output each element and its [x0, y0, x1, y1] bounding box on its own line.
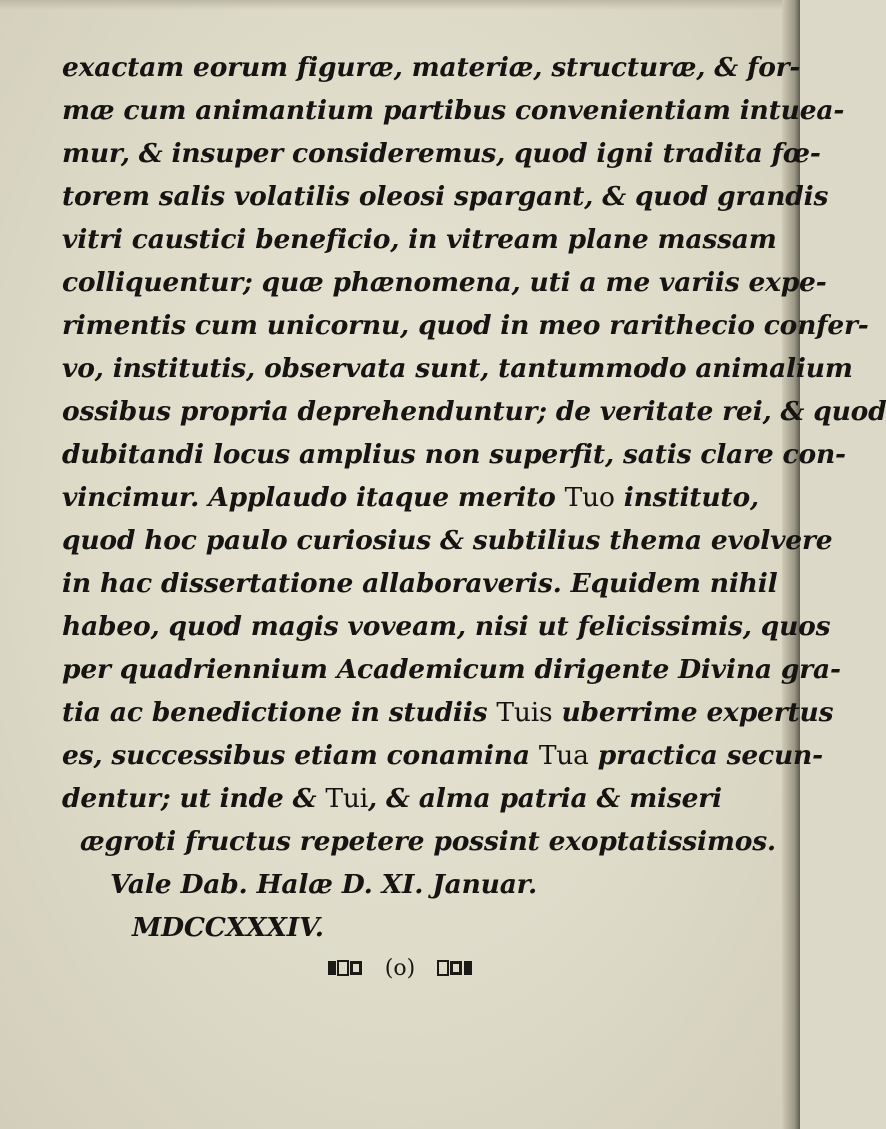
text-line-14: habeo, quod magis voveam, nisi ut felicissimis, quos	[62, 611, 831, 642]
text-span: es, successibus etiam conamina	[62, 740, 539, 771]
text-line-4: torem salis volatilis oleosi spargant, & quod grandis	[62, 181, 829, 212]
text-line-11	[62, 482, 759, 513]
text-line-18	[62, 783, 722, 814]
text-span: vincimur. Applaudo itaque merito	[62, 482, 565, 513]
text-line-20: Vale Dab. Halæ D. XI. Januar.	[110, 869, 538, 900]
text-line-2: mæ cum animantium partibus convenientiam intuea-	[62, 95, 845, 126]
text-line-9: ossibus propria deprehenduntur; de veritate rei, & quod	[62, 396, 886, 427]
text-span: , & alma patria & miseri	[368, 783, 722, 814]
text-span: tia ac benedictione in studiis	[62, 697, 497, 728]
page-top-shadow	[0, 0, 800, 10]
left-fleuron-icon	[326, 958, 364, 978]
roman-word: Tuis	[496, 697, 553, 728]
text-span: uberrime expertus	[552, 697, 834, 728]
text-line-10: dubitandi locus amplius non superfit, satis clare con-	[62, 439, 846, 470]
text-line-3: mur, & insuper consideremus, quod igni tradita fœ-	[62, 138, 821, 169]
text-span: dentur; ut inde &	[62, 783, 326, 814]
text-line-13: in hac dissertatione allaboraveris. Equidem nihil	[62, 568, 778, 599]
text-line-21: MDCCXXXIV.	[132, 912, 324, 943]
roman-word: Tua	[538, 740, 589, 771]
text-line-1: exactam eorum figuræ, materiæ, structuræ, & for-	[62, 52, 801, 83]
text-line-5: vitri caustici beneficio, in vitream plane massam	[62, 224, 777, 255]
text-line-15: per quadriennium Academicum dirigente Divina gra-	[62, 654, 841, 685]
right-fleuron-icon	[436, 958, 474, 978]
text-line-17	[62, 740, 823, 771]
text-line-7: rimentis cum unicornu, quod in meo rarithecio confer-	[62, 310, 869, 341]
ornament-mark: (o)	[384, 955, 416, 981]
text-line-12: quod hoc paulo curiosius & subtilius thema evolvere	[62, 525, 833, 556]
text-line-8: vo, institutis, observata sunt, tantummodo animalium	[62, 353, 853, 384]
text-line-6: colliquentur; quæ phænomena, uti a me variis expe-	[62, 267, 827, 298]
page-ornament	[0, 955, 800, 981]
text-span: instituto,	[614, 482, 759, 513]
text-line-19: ægroti fructus repetere possint exoptatissimos.	[80, 826, 776, 857]
roman-word: Tuo	[564, 482, 615, 513]
roman-word: Tui	[325, 783, 368, 814]
text-line-16	[62, 697, 833, 728]
text-span: practica secun-	[588, 740, 823, 771]
